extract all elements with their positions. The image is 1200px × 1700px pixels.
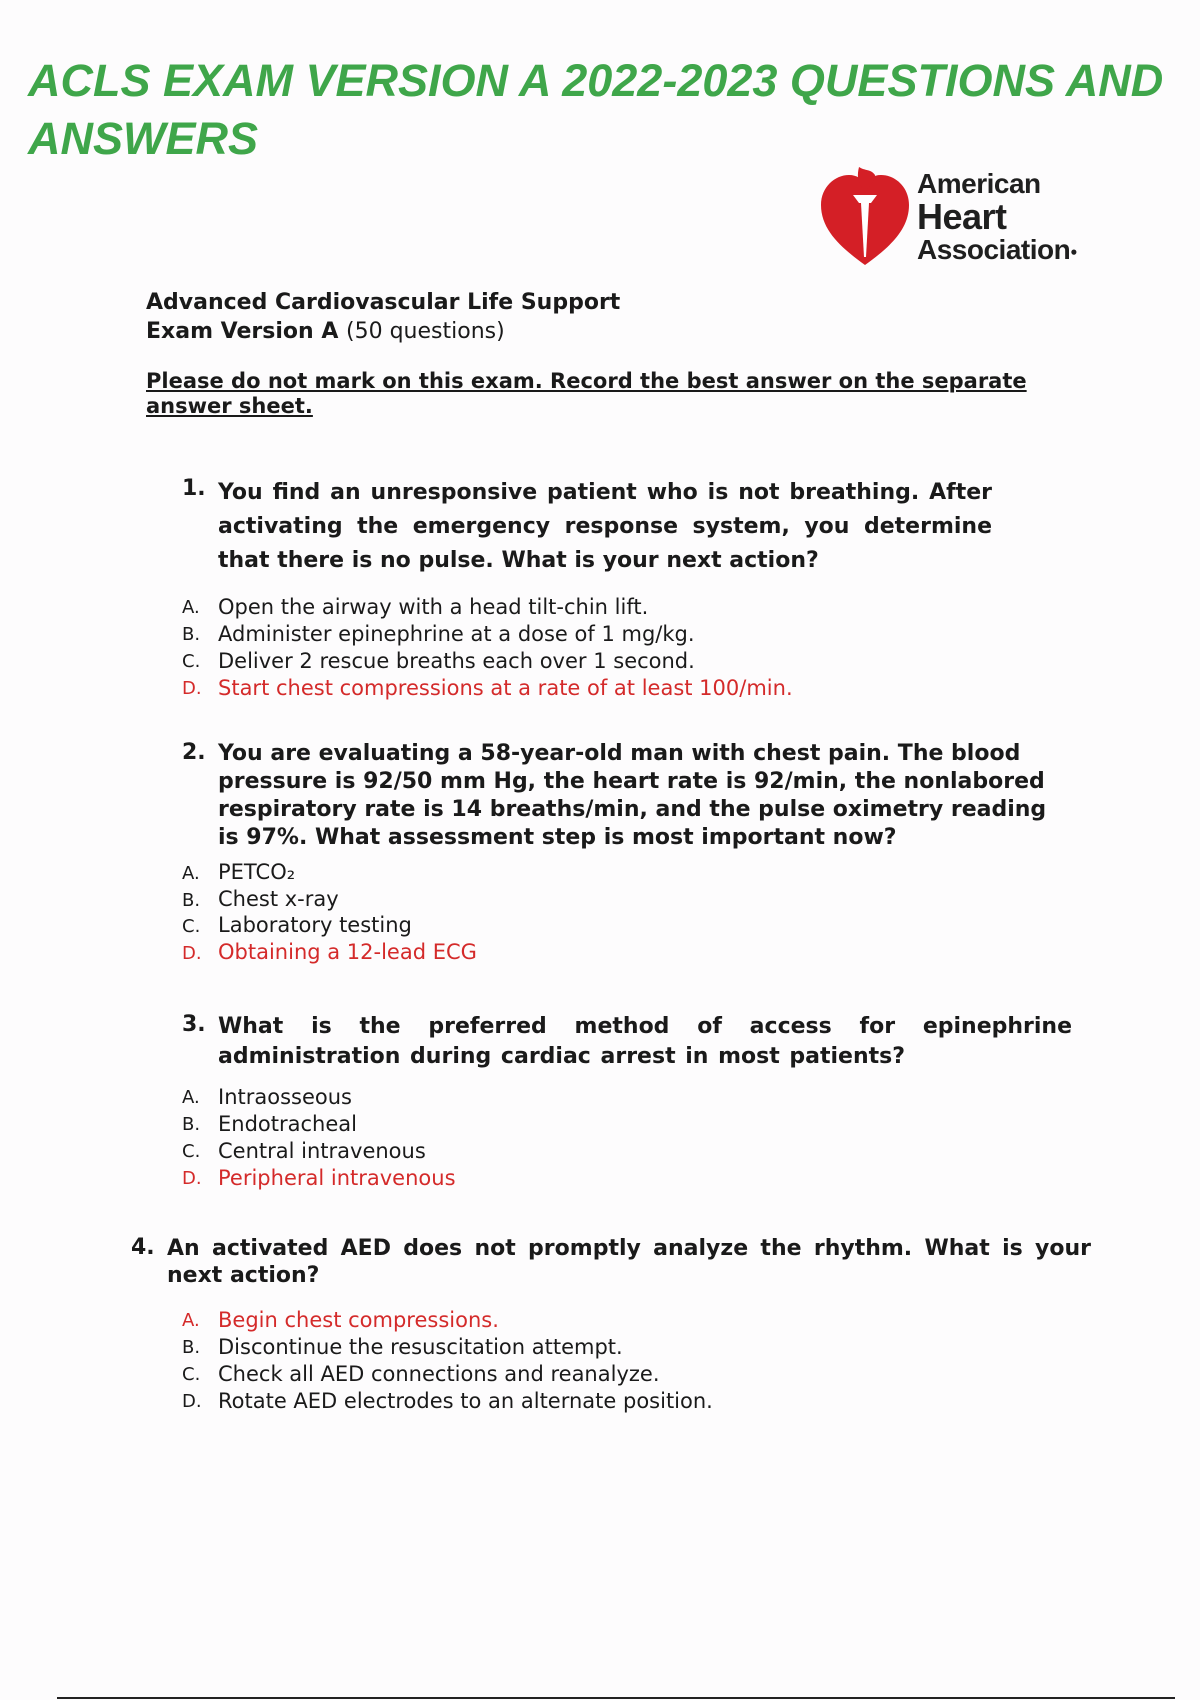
- answer-option: B. Chest x-ray: [182, 886, 339, 911]
- question-number: 2.: [182, 740, 206, 765]
- answer-option: C. Central intravenous: [182, 1139, 426, 1163]
- heart-torch-icon: [815, 165, 915, 269]
- question-number: 1.: [182, 476, 206, 501]
- exam-notice: Please do not mark on this exam. Record the best answer on the separate answer sheet.: [146, 369, 1027, 418]
- question-text: You are evaluating a 58-year-old man with chest pain. The blood pressure is 92/50 mm Hg, the heart rate is 92/min, the nonlabored respiratory rate is 14 breaths/min, and the pulse oximetry reading is 97%. What assessment step is most important now?: [218, 741, 1047, 850]
- correct-answer-option: D. Start chest compressions at a rate of at least 100/min.: [182, 676, 793, 700]
- answer-option: B. Administer epinephrine at a dose of 1 mg/kg.: [182, 622, 695, 646]
- document-title: ACLS EXAM VERSION A 2022-2023 QUESTIONS AND ANSWERS: [28, 55, 1164, 164]
- page-bottom-rule: [57, 1697, 1175, 1699]
- question-2: [182, 740, 1062, 966]
- answer-option: B. Endotracheal: [182, 1112, 357, 1136]
- aha-logo: [815, 165, 1105, 275]
- exam-question-count: (50 questions): [346, 319, 505, 344]
- answer-option: D. Rotate AED electrodes to an alternate position.: [182, 1389, 713, 1413]
- answer-option: A. Intraosseous: [182, 1085, 352, 1109]
- question-number: 3.: [182, 1012, 206, 1037]
- answer-option: A. Open the airway with a head tilt-chin lift.: [182, 595, 649, 619]
- question-text: What is the preferred method of access for epinephrine administration during cardiac arrest in most patients?: [218, 1014, 1072, 1069]
- answer-options: [182, 1307, 1091, 1415]
- answer-options: [182, 594, 992, 702]
- question-3: [182, 1012, 1072, 1192]
- logo-text-association: Association: [917, 234, 1071, 265]
- question-number: 4.: [131, 1235, 155, 1260]
- correct-answer-option: A. Begin chest compressions.: [182, 1308, 499, 1332]
- answer-options: [182, 1084, 1072, 1192]
- answer-option: B. Discontinue the resuscitation attempt.: [182, 1335, 623, 1359]
- answer-option: C. Laboratory testing: [182, 913, 412, 937]
- question-1: [182, 476, 992, 702]
- question-4: [131, 1235, 1091, 1415]
- registered-mark-icon: ●: [1070, 244, 1077, 259]
- answer-options: [182, 860, 1062, 966]
- answer-option: A. PETCO₂: [182, 860, 296, 884]
- logo-text-american: American: [917, 168, 1041, 199]
- exam-intro: [146, 288, 620, 346]
- logo-text-heart: Heart: [917, 196, 1007, 237]
- question-text: You find an unresponsive patient who is not breathing. After activating the emergency response system, you determine that there is no pulse. What is your next action?: [218, 480, 992, 573]
- answer-option: C. Deliver 2 rescue breaths each over 1 second.: [182, 649, 695, 673]
- correct-answer-option: D. Peripheral intravenous: [182, 1166, 456, 1190]
- exam-version: [146, 317, 620, 346]
- course-name: Advanced Cardiovascular Life Support: [146, 290, 621, 315]
- question-text: An activated AED does not promptly analyze the rhythm. What is your next action?: [167, 1236, 1091, 1288]
- exam-version-label: Exam Version A: [146, 319, 339, 344]
- answer-option: C. Check all AED connections and reanalyze.: [182, 1362, 660, 1386]
- correct-answer-option: D. Obtaining a 12-lead ECG: [182, 939, 477, 964]
